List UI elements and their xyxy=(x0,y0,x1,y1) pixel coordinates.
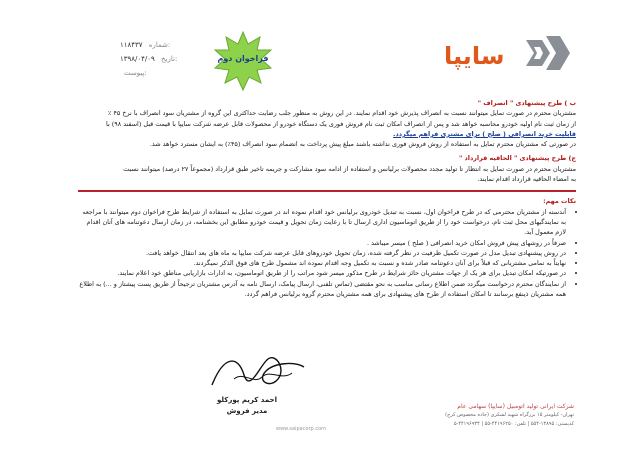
section-b-title: ب ) طرح پیشنهادی " انصراف " xyxy=(477,99,576,107)
notes-list xyxy=(78,207,576,300)
notes-item: • صرفاً در روشهای پیش فروش امکان خرید انصرافی ( صلح ) میسر میباشد . xyxy=(78,238,566,248)
section-b-paragraph-4: در صورتی که مشتریان محترم تمایل به استفاده از روش فروش فوری نداشته باشند مبلغ پیش پرداخت به انضمام سود انصراف (۴۵٪) به ایشان مسترد خواهد شد. xyxy=(149,140,576,149)
letter-date-label: تاریخ: xyxy=(161,55,178,63)
footer-website: www.saipacorp.com xyxy=(276,426,326,432)
letter-date-row xyxy=(120,52,177,66)
section-b-paragraph-2: از زمان ثبت نام اولیه خودرو محاسبه خواهد شد و پس از انصراف امکان ثبت نام فروش فوری یک دستگاه خودرو از محصولات قابل عرضه شرکت سایپا با قیمت قبل (اسفند ۹۸) با xyxy=(106,119,576,128)
section-b-paragraph-3: قابلیت خرید انصرافی ( صلح ) برای مشتری فراهم میگردد. xyxy=(393,129,576,138)
notes-item: • از نمایندگان محترم درخواست میگردد ضمن اطلاع رسانی مناسب به نحو مقتضی (تماس تلفنی، ارسال پیامک، ارسال نامه به آدرس مشتریان ترجیحاً از طریق پست پیشتاز و ...) به اطلاع همه مشتریان ذینفع برسانند تا امکان استفاده از طرح های پیشنهادی برای همه مشتریان محترم گروه برلیانس فراهم گردد. xyxy=(78,279,566,300)
notes-item: • در روش پیشنهادی تبدیل مدل در صورت تکمیل ظرفیت در نظر گرفته شده، زمان تحویل خودروهای قابل عرضه شرکت سایپا به ماه های بعد انتقال خواهد یافت. xyxy=(78,248,566,258)
notes-item: • نهایتاً به تمامی مشتریانی که قبلاً برای آنان دعوتنامه صادر شده و نسبت به تکمیل وجه اقدام نموده اند مشمول طرح های فوق الذکر نمیگردند. xyxy=(78,258,566,268)
section-divider xyxy=(78,190,576,192)
letter-number-row xyxy=(120,38,177,52)
section-c-paragraph-2: به امضاء الحاقیه قرارداد اقدام نمایند. xyxy=(477,175,576,184)
saipa-logo-text: سایپا xyxy=(444,42,505,70)
signature-icon xyxy=(204,345,314,401)
badge-label: فراخوان دوم xyxy=(217,54,269,63)
notes-title: نکات مهم: xyxy=(543,197,576,206)
letter-attachment-row xyxy=(120,66,177,80)
saipa-logo-icon xyxy=(522,34,572,72)
letter-meta xyxy=(120,38,177,80)
letter-body xyxy=(78,98,576,299)
notes-item: • در صورتیکه امکان تبدیل برای هر یک از جهات مشتریان حائز شرایط در طرح مذکور میسر شود مراتب را از طریق اتوماسیون، به ادارات بازاریابی مناطق خود اعلام نمایند. xyxy=(78,268,566,278)
letter-date-value: ۱۳۹۸/۰۴/۰۹ xyxy=(120,55,155,63)
letter-number-label: شماره: xyxy=(148,41,171,49)
signatory-role: مدیر فروش xyxy=(226,407,268,415)
footer-address: تهران- کیلومتر ۱۵ بزرگراه شهید لشکری (جاده مخصوص کرج) xyxy=(445,412,574,418)
section-c-title: ج) طرح پیشنهادی " الحاقیه قرارداد " xyxy=(458,154,576,163)
section-c-paragraph-1: مشتریان محترم در صورت تمایل به انتظار تا تولید مجدد محصولات برلیانس و استفاده از ادامه سود مشارکت و جریمه تاخیر طبق قرارداد (مجموعاً ۲۷ درصد) میتوانند نسبت xyxy=(123,164,576,173)
signatory-name: احمد کریم پورکلو xyxy=(217,396,277,404)
letter-number-value: ۱۱۸۴۳۷ xyxy=(120,41,143,49)
footer-company: شرکت ایرانی تولید اتومبیل (سایپا) سهامی عام xyxy=(457,403,574,410)
notes-item: • آندسته از مشتریان محترمی که در طرح فراخوان اول، نسبت به تبدیل خودروی برلیانس خود اقدام نموده اند در صورت تمایل به استفاده از شرایط طرح فراخوان دوم میتوانند با مراجعه به نمایندگیهای محل ثبت نام، درخواست خود را از طریق اتوماسیون اداری ارسال تا با رعایت زمان تحویل و قیمت خودرو مطابق این بخشنامه، در زمان ارسال دعوتنامه های آنان اقدام لازم معمول آید. xyxy=(78,207,566,238)
footer-phones: کدپستی: ۱۳۸۹۵-۵۵۴ | تلفن: ۴۴۱۹۶۲۵۰-۵۵ | ۴۴۱۹۶۹۳۴-۵ xyxy=(453,421,574,427)
section-b-paragraph-1: مشتریان محترم در صورت تمایل میتوانند نسبت به انصراف پذیرش خود اقدام نمایند. در این روش به منظور جلب رضایت حداکثری این گروه از مشتریان سود انصراف با نرخ ۴۵ ٪ xyxy=(107,109,576,118)
letter-attachment-label: پیوست: xyxy=(124,69,147,77)
letter-footer xyxy=(268,402,574,429)
